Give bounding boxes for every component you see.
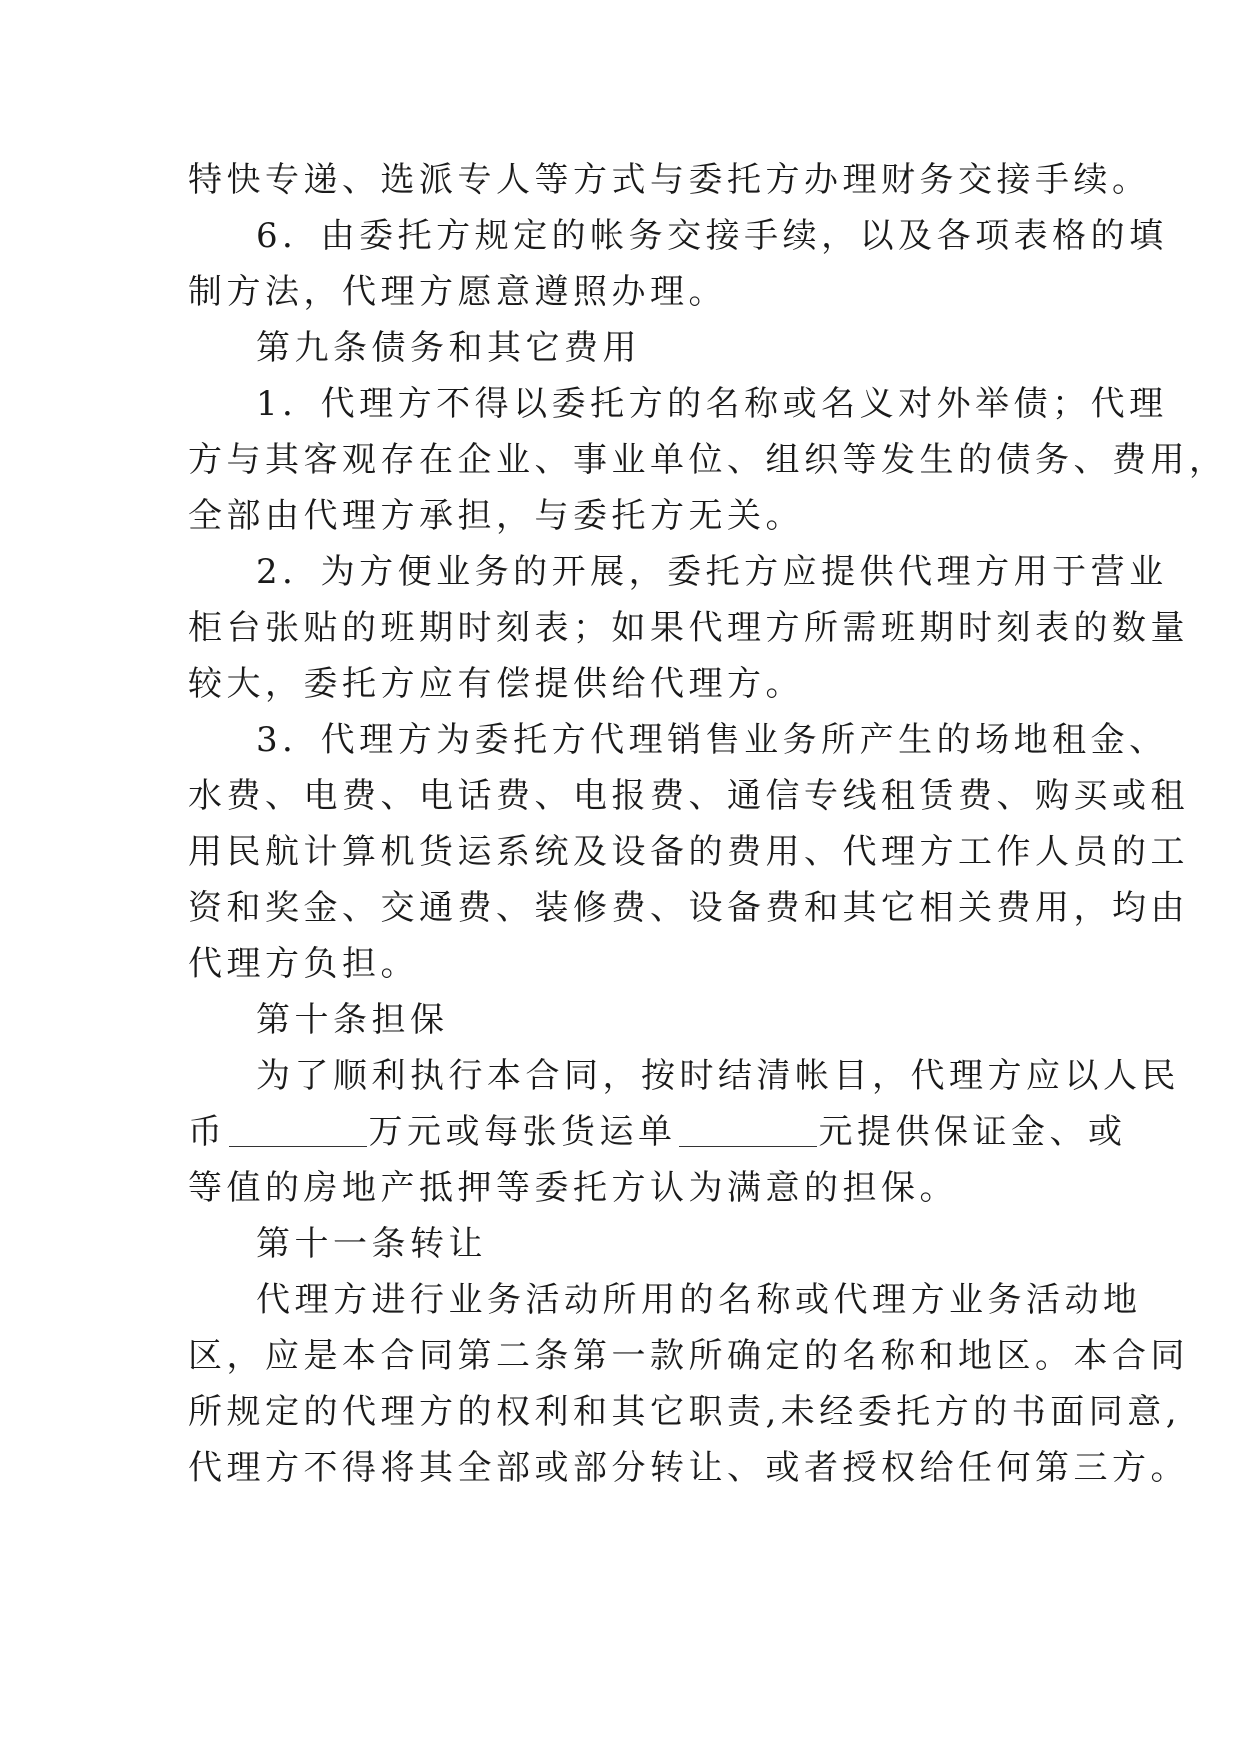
paragraph-line-with-blanks <box>188 1104 1127 1160</box>
paragraph-line: 方与其客观存在企业、事业单位、组织等发生的债务、费用， <box>188 440 1228 480</box>
section-heading-9: 第九条债务和其它费用 <box>256 328 641 368</box>
paragraph-line: 资和奖金、交通费、装修费、设备费和其它相关费用，均由 <box>188 888 1189 928</box>
paragraph-line: 区，应是本合同第二条第一款所确定的名称和地区。本合同 <box>188 1336 1189 1376</box>
fill-in-blank-amount-per-waybill[interactable] <box>679 1112 817 1147</box>
paragraph-line: 代理方不得将其全部或部分转让、或者授权给任何第三方。 <box>188 1448 1189 1488</box>
paragraph-line: 水费、电费、电话费、电报费、通信专线租赁费、购买或租 <box>188 776 1189 816</box>
paragraph-line: 2．为方便业务的开展，委托方应提供代理方用于营业 <box>256 552 1168 592</box>
paragraph-line: 6．由委托方规定的帐务交接手续，以及各项表格的填 <box>256 216 1168 256</box>
paragraph-line: 1．代理方不得以委托方的名称或名义对外举债；代理 <box>256 384 1168 424</box>
paragraph-line: 3．代理方为委托方代理销售业务所产生的场地租金、 <box>256 720 1168 760</box>
paragraph-line: 较大，委托方应有偿提供给代理方。 <box>188 664 804 704</box>
paragraph-line: 等值的房地产抵押等委托方认为满意的担保。 <box>188 1168 958 1208</box>
document-page <box>188 152 1228 1496</box>
paragraph-line: 代理方负担。 <box>188 944 419 984</box>
section-heading-10: 第十条担保 <box>256 1000 449 1040</box>
paragraph-line: 所规定的代理方的权利和其它职责,未经委托方的书面同意, <box>188 1392 1182 1432</box>
paragraph-line: 特快专递、选派专人等方式与委托方办理财务交接手续。 <box>188 160 1151 200</box>
paragraph-line: 制方法，代理方愿意遵照办理。 <box>188 272 727 312</box>
paragraph-line: 用民航计算机货运系统及设备的费用、代理方工作人员的工 <box>188 832 1189 872</box>
fill-in-blank-amount-rmb[interactable] <box>229 1112 367 1147</box>
paragraph-line: 代理方进行业务活动所用的名称或代理方业务活动地 <box>256 1280 1142 1320</box>
section-heading-11: 第十一条转让 <box>256 1224 487 1264</box>
paragraph-line: 全部由代理方承担，与委托方无关。 <box>188 496 804 536</box>
text-fragment: 元提供保证金、或 <box>818 1112 1127 1152</box>
text-fragment: 万元或每张货运单 <box>368 1112 677 1152</box>
paragraph-line: 为了顺利执行本合同，按时结清帐目，代理方应以人民 <box>256 1056 1180 1096</box>
paragraph-line: 柜台张贴的班期时刻表；如果代理方所需班期时刻表的数量 <box>188 608 1189 648</box>
text-fragment: 币 <box>188 1112 227 1152</box>
